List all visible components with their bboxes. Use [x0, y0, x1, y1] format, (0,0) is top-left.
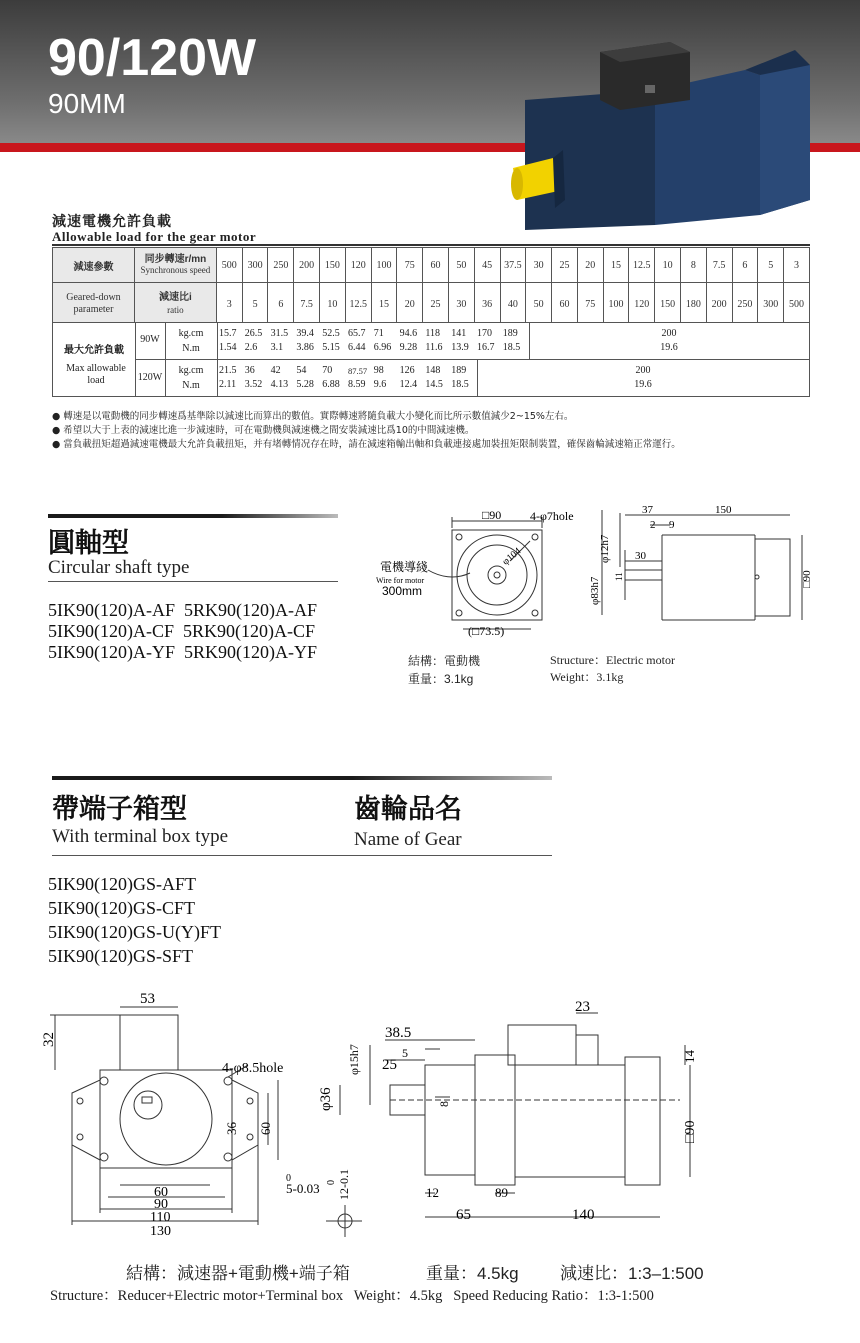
torque-cell: 31.5 3.1 — [270, 328, 289, 353]
ratio-cell: 120 — [629, 283, 655, 326]
dim-d140: 140 — [572, 1207, 595, 1223]
torque-cell: 189 18.5 — [451, 365, 469, 390]
dim-d89: 89 — [495, 1185, 508, 1200]
torque-cell: 141 13.9 — [451, 328, 469, 353]
dim-sq90b: □90 — [801, 570, 813, 588]
load-title-cn: 減速電機允許負載 — [52, 213, 172, 229]
terminal-title-cn: 帶端子箱型 — [52, 794, 187, 825]
speed-cell: 45 — [474, 248, 500, 283]
ratio-cell: 40 — [500, 283, 526, 326]
torque-cell: 94.6 9.28 — [399, 328, 418, 353]
ratio-cell: 300 — [758, 283, 784, 326]
ratio-cell: 10 — [320, 283, 346, 326]
speed-cell: 50 — [448, 248, 474, 283]
speed-cell: 75 — [397, 248, 423, 283]
speed-cell: 200 — [294, 248, 320, 283]
note-3: ● 當負載扭矩超過減速電機最大允許負載扭矩，并有堵轉情况存在時，請在減速箱輸出軸和負載連接處加裝扭矩限制裝置，確保齒輪減速箱正常運行。 — [52, 439, 681, 450]
torque-cell: 98 9.6 — [373, 365, 387, 390]
dim-d65: 65 — [456, 1207, 471, 1223]
speed-cell: 12.5 — [629, 248, 655, 283]
param-label-en: Geared-down parameter — [53, 283, 135, 326]
ratio-cell: 7.5 — [294, 283, 320, 326]
torque-cell: 189 18.5 — [502, 328, 521, 353]
note-1: ● 轉速是以電動機的同步轉速爲基準除以減速比而算出的數值。實際轉速將隨負載大小變化而比所示數值減少2~15%左右。 — [52, 411, 574, 422]
dim-d36: 36 — [224, 1122, 239, 1135]
dim-d25: 25 — [382, 1057, 397, 1073]
circular-title-en: Circular shaft type — [48, 557, 190, 578]
ratio-cell: 200 — [706, 283, 732, 326]
speed-cell: 100 — [371, 248, 397, 283]
model-item: 5IK90(120)GS-SFT — [48, 946, 194, 966]
dim-phi15: φ15h7 — [347, 1044, 361, 1075]
dim-d130: 130 — [150, 1224, 171, 1239]
max-load-block — [52, 322, 810, 397]
ratio-cell: 180 — [680, 283, 706, 326]
load-title-en: Allowable load for the gear motor — [52, 229, 257, 244]
dim-phi36: φ36 — [318, 1087, 334, 1111]
model-item: 5IK90(120)GS-U(Y)FT — [48, 922, 221, 942]
model-item: 5IK90(120)A-CF 5RK90(120)A-CF — [48, 621, 315, 641]
ratio-cell: 50 — [526, 283, 552, 326]
dim-d30: 30 — [635, 550, 646, 562]
torque-cell: 65.7 6.44 — [348, 328, 366, 353]
dim-d110: 110 — [150, 1210, 171, 1225]
speed-cell: 7.5 — [706, 248, 732, 283]
ratio-cell: 36 — [474, 283, 500, 326]
wire-length: 300mm — [382, 584, 423, 598]
speed-cell: 5 — [758, 248, 784, 283]
torque-cell: 87.57 8.59 — [348, 366, 368, 390]
power-120w: 120W — [137, 372, 163, 383]
ratio-cell: 12.5 — [345, 283, 371, 326]
dim-d8: 8 — [437, 1101, 451, 1107]
speed-cell: 25 — [552, 248, 578, 283]
speed-cell: 250 — [268, 248, 294, 283]
model-item: 5IK90(120)GS-AFT — [48, 874, 196, 894]
ratio-cell: 5 — [242, 283, 268, 326]
param-label-cn: 減速參數 — [53, 248, 135, 283]
terminal-weight-cn: 重量：4.5kg — [426, 1264, 519, 1283]
ratio-cell: 500 — [784, 283, 810, 326]
dim-d53: 53 — [140, 991, 155, 1007]
dim-phi12: φ12h7 — [599, 534, 611, 563]
dim-tol1a: 0 — [286, 1173, 291, 1184]
ratio-cell: 30 — [448, 283, 474, 326]
section-bar-terminal — [52, 776, 552, 780]
model-item: 5IK90(120)A-YF 5RK90(120)A-YF — [48, 642, 317, 662]
speed-cell: 20 — [577, 248, 603, 283]
torque-cell: 170 16.7 — [477, 328, 495, 353]
torque-cell: 118 11.6 — [425, 328, 443, 353]
terminal-title-en: With terminal box type — [52, 826, 229, 847]
circular-weight-en: Weight：3.1kg — [550, 670, 624, 684]
page-subtitle: 90MM — [48, 88, 126, 119]
torque-cell: 15.7 1.54 — [219, 328, 237, 353]
dim-d9: 9 — [669, 519, 675, 531]
dim-d2: 2 — [650, 519, 656, 531]
gear-name-title-en: Name of Gear — [354, 829, 462, 850]
terminal-model-list — [48, 872, 221, 968]
max-120w: 200 19.6 — [634, 365, 652, 390]
ratio-cell: 6 — [268, 283, 294, 326]
circular-structure-cn: 結構：電動機 — [408, 654, 481, 668]
torque-cell: 71 6.96 — [373, 328, 392, 353]
torque-cell: 54 5.28 — [296, 365, 314, 390]
dim-tol2b: 12-0.1 — [337, 1169, 351, 1200]
max-load-label-cn: 最大允許負載 — [64, 345, 124, 356]
dim-tol2a: 0 — [326, 1180, 337, 1185]
dim-d385: 38.5 — [385, 1025, 412, 1041]
wire-label-en: Wire for motor — [376, 576, 425, 585]
terminal-footer-en: Structure：Reducer+Electric motor+Terminal box Weight：4.5kg Speed Reducing Ratio：1:3-1:500 — [50, 1288, 654, 1304]
dim-d37: 37 — [642, 504, 653, 516]
speed-cell: 300 — [242, 248, 268, 283]
torque-cell: 70 6.88 — [322, 365, 340, 390]
dim-d5: 5 — [402, 1046, 408, 1060]
speed-cell: 60 — [423, 248, 449, 283]
wire-label-cn: 電機導綫 — [380, 560, 429, 574]
speed-cell: 6 — [732, 248, 758, 283]
ratio-cell: 75 — [577, 283, 603, 326]
circular-model-list — [48, 600, 317, 663]
speed-cell: 15 — [603, 248, 629, 283]
dim-tol1b: 5-0.03 — [286, 1181, 320, 1196]
torque-cell: 42 4.13 — [270, 365, 289, 390]
ratio-cell: 3 — [216, 283, 242, 326]
dim-d32: 32 — [41, 1032, 57, 1047]
allowable-load-table — [52, 247, 810, 326]
speed-cell: 10 — [655, 248, 681, 283]
speed-cell: 500 — [216, 248, 242, 283]
terminal-structure-cn: 結構：減速器+電動機+端子箱 — [126, 1264, 350, 1283]
terminal-drawing — [30, 985, 830, 1245]
dim-hole-85: 4-φ8.5hole — [222, 1061, 284, 1076]
load-title-rule — [52, 244, 810, 246]
dim-d60: 60 — [154, 1185, 168, 1200]
model-item: 5IK90(120)A-AF 5RK90(120)A-AF — [48, 600, 317, 620]
note-2: ● 希望以大于上表的減速比進一步減速時，可在電動機與減速機之間安裝減速比爲10的中間減速機。 — [52, 425, 475, 436]
speed-cell: 8 — [680, 248, 706, 283]
circular-weight-cn: 重量：3.1kg — [408, 672, 474, 686]
dim-d11: 11 — [614, 572, 624, 581]
dim-sq735: (□73.5) — [468, 624, 505, 638]
terminal-ratio-cn: 減速比：1:3–1:500 — [560, 1264, 704, 1283]
max-90w: 200 19.6 — [660, 328, 678, 353]
speed-cell: 3 — [784, 248, 810, 283]
torque-cell: 148 14.5 — [425, 365, 443, 390]
ratio-cell: 100 — [603, 283, 629, 326]
speed-cell: 150 — [320, 248, 346, 283]
dim-d90: 90 — [154, 1197, 168, 1212]
ratio-header: 減速比i ratio — [134, 283, 216, 326]
unit-120w: kg.cm N.m — [178, 365, 204, 391]
ratio-cell: 20 — [397, 283, 423, 326]
torque-cell: 36 3.52 — [244, 365, 263, 390]
dim-hole: 4-φ7hole — [530, 509, 574, 523]
page-title: 90/120W — [48, 29, 257, 87]
speed-cell: 37.5 — [500, 248, 526, 283]
torque-cell: 126 12.4 — [399, 365, 418, 390]
ratio-cell: 250 — [732, 283, 758, 326]
speed-cell: 120 — [345, 248, 371, 283]
max-load-label-en: Max allowable load — [66, 363, 126, 386]
circular-title-cn: 圓軸型 — [48, 528, 129, 559]
dim-d150: 150 — [715, 504, 732, 516]
dim-phi83: φ83h7 — [589, 576, 601, 605]
ratio-cell: 25 — [423, 283, 449, 326]
circular-structure-en: Structure：Electric motor — [550, 653, 675, 667]
dim-d60v: 60 — [258, 1122, 273, 1135]
torque-cell: 26.5 2.6 — [244, 328, 263, 353]
gear-motor-photo — [505, 30, 825, 245]
ratio-cell: 150 — [655, 283, 681, 326]
torque-cell: 39.4 3.86 — [296, 328, 314, 353]
model-item: 5IK90(120)GS-CFT — [48, 898, 195, 918]
dim-d23: 23 — [575, 999, 590, 1015]
torque-cell: 21.5 2.11 — [219, 365, 237, 390]
torque-cell: 52.5 5.15 — [322, 328, 340, 353]
ratio-cell: 15 — [371, 283, 397, 326]
power-90w: 90W — [140, 334, 160, 345]
ratio-cell: 60 — [552, 283, 578, 326]
speed-cell: 30 — [526, 248, 552, 283]
section-bar-circular — [48, 514, 338, 518]
gear-name-title-cn: 齒輪品名 — [354, 794, 462, 825]
dim-d12: 12 — [426, 1185, 439, 1200]
speed-header: 同步轉速r/mn Synchronous speed — [134, 248, 216, 283]
dim-d104: φ104 — [500, 545, 524, 568]
dim-d14: 14 — [682, 1050, 697, 1063]
dim-sq90: □90 — [482, 508, 502, 522]
dim-sq90-terminal: □90 — [683, 1120, 698, 1143]
unit-90w: kg.cm N.m — [178, 328, 204, 354]
